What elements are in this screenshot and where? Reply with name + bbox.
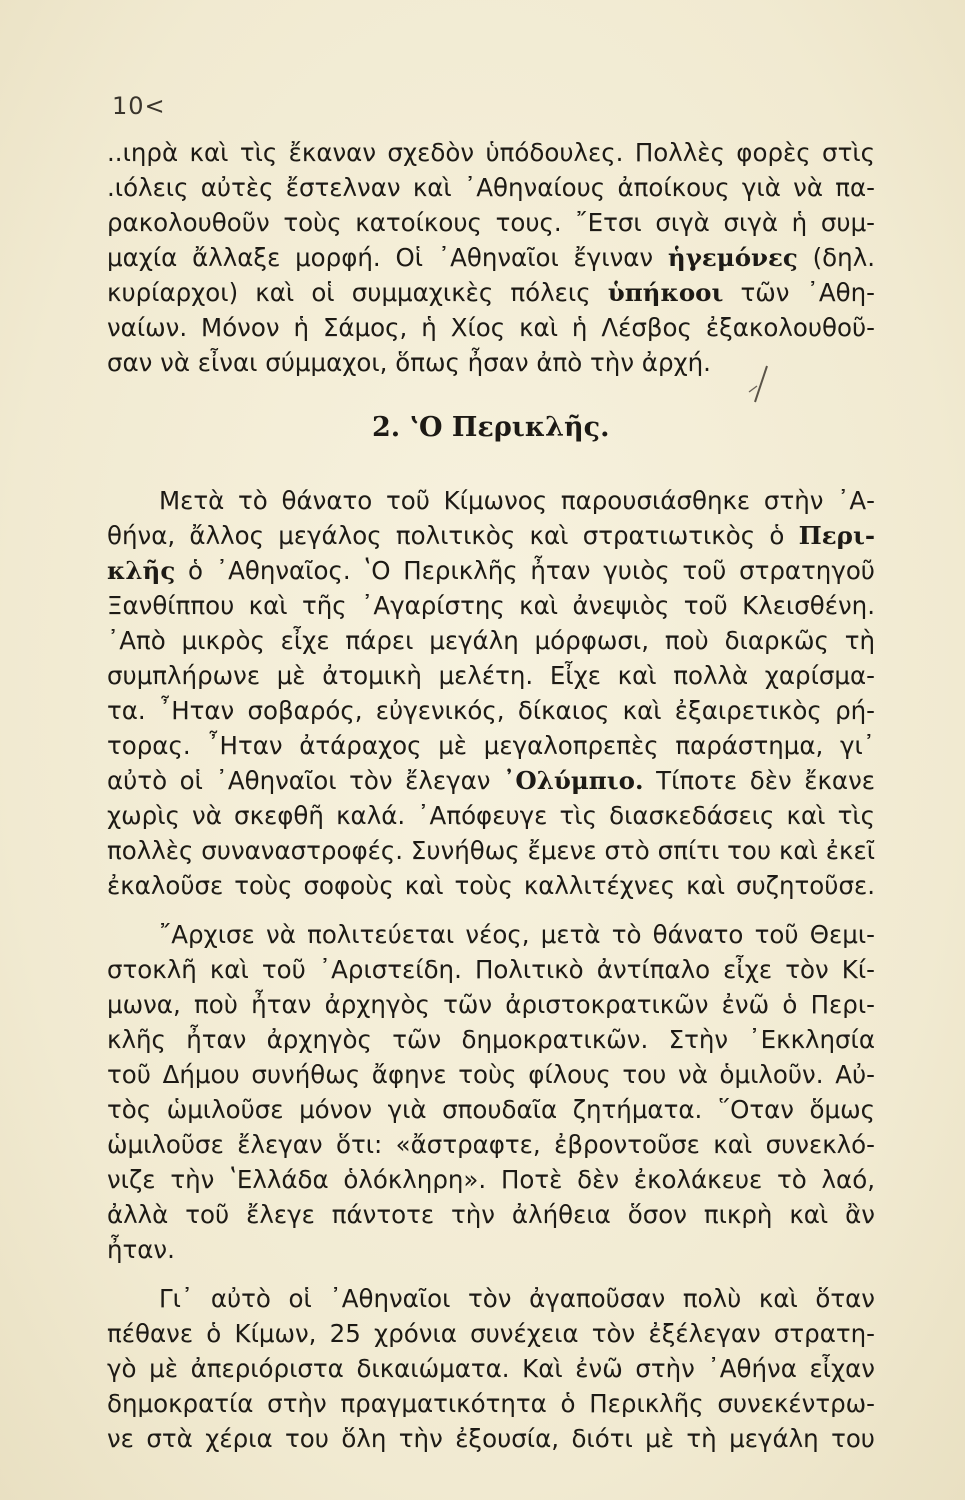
paragraph-4 bbox=[107, 1281, 875, 1456]
paragraph-gap bbox=[107, 903, 875, 917]
text-line: δημοκρατία στὴν πραγματικότητα ὁ Περικλῆς συνεκέντρω- bbox=[107, 1389, 875, 1418]
line-text: μαχία ἄλλαξε μορφή. Οἱ ᾿Αθηναῖοι ἔγιναν bbox=[107, 243, 668, 272]
section-body bbox=[107, 483, 875, 1456]
text-line: γὸ μὲ ἀπεριόριστα δικαιώματα. Καὶ ἐνῶ στὴν ᾿Αθήνα εἶχαν bbox=[107, 1354, 875, 1383]
line-text: (δηλ. bbox=[797, 243, 875, 272]
text-line: ἦταν. bbox=[107, 1235, 175, 1264]
line-text: Τίποτε δὲν ἔκανε bbox=[643, 766, 875, 795]
text-line: ὡμιλοῦσε ἔλεγαν ὅτι: «ἄστραφτε, ἐβροντοῦσε καὶ συνεκλό- bbox=[107, 1130, 875, 1159]
text-line: ναίων. Μόνον ἡ Σάμος, ἡ Χίος καὶ ἡ Λέσβος ἐξακολουθοῦ- bbox=[107, 313, 875, 342]
text-line: ἀλλὰ τοῦ ἔλεγε πάντοτε τὴν ἀλήθεια ὅσον πικρὴ καὶ ἂν bbox=[107, 1200, 875, 1229]
text-line: τὸς ὡμιλοῦσε μόνον γιὰ σπουδαῖα ζητήματα. ῞Οταν ὅμως bbox=[107, 1095, 875, 1124]
text-line: τορας. ῏Ηταν ἀτάραχος μὲ μεγαλοπρεπὲς παράστημα, γι᾿ bbox=[107, 731, 875, 760]
text-line bbox=[107, 275, 875, 310]
section-heading: 2. ʽΟ Περικλῆς. bbox=[372, 412, 610, 443]
text-line bbox=[107, 553, 875, 588]
text-line: .ιόλεις αὐτὲς ἔστελναν καὶ ᾿Αθηναίους ἀποίκους γιὰ νὰ πα- bbox=[107, 173, 875, 202]
line-text: θήνα, ἄλλος μεγάλος πολιτικὸς καὶ στρατιωτικὸς ὁ bbox=[107, 521, 799, 550]
text-line: συμπλήρωνε μὲ ἀτομικὴ μελέτη. Εἶχε καὶ πολλὰ χαρίσμα- bbox=[107, 661, 875, 690]
line-text: τῶν ᾿Αθη- bbox=[723, 278, 875, 307]
text-line: Μετὰ τὸ θάνατο τοῦ Κίμωνος παρουσιάσθηκε στὴν ᾿Α- bbox=[159, 486, 875, 515]
text-line bbox=[107, 763, 875, 798]
text-line: τοῦ Δήμου συνήθως ἄφηνε τοὺς φίλους του νὰ ὁμιλοῦν. Αὐ- bbox=[107, 1060, 875, 1089]
text-line: νιζε τὴν ʽΕλλάδα ὁλόκληρη». Ποτὲ δὲν ἐκολάκευε τὸ λαό, bbox=[107, 1165, 875, 1194]
bold-term: ὑπήκοοι bbox=[607, 278, 724, 307]
text-line bbox=[107, 240, 875, 275]
paragraph-3 bbox=[107, 917, 875, 1267]
text-line: Ξανθίππου καὶ τῆς ᾿Αγαρίστης καὶ ἀνεψιὸς τοῦ Κλεισθένη. bbox=[107, 591, 875, 620]
paragraph-gap bbox=[107, 1267, 875, 1281]
text-line bbox=[107, 518, 875, 553]
text-line: στοκλῆ καὶ τοῦ ᾿Αριστείδη. Πολιτικὸ ἀντίπαλο εἶχε τὸν Κί- bbox=[107, 955, 875, 984]
text-line: κλῆς ἦταν ἀρχηγὸς τῶν δημοκρατικῶν. Στὴν ᾿Εκκλησία bbox=[107, 1025, 875, 1054]
text-line: ρακολουθοῦν τοὺς κατοίκους τους. ῎Ετσι σιγὰ σιγὰ ἡ συμ- bbox=[107, 208, 875, 237]
text-line: ῎Αρχισε νὰ πολιτεύεται νέος, μετὰ τὸ θάνατο τοῦ Θεμι- bbox=[159, 920, 875, 949]
bold-term: κλῆς bbox=[107, 556, 176, 585]
text-line: νε στὰ χέρια του ὅλη τὴν ἐξουσία, διότι μὲ τὴ μεγάλη του bbox=[107, 1424, 875, 1453]
line-text: αὐτὸ οἱ ᾿Αθηναῖοι τὸν ἔλεγαν bbox=[107, 766, 504, 795]
text-line: σαν νὰ εἶναι σύμμαχοι, ὅπως ἦσαν ἀπὸ τὴν ἀρχή. bbox=[107, 348, 711, 377]
line-text: ὁ ᾿Αθηναῖος. ʽΟ Περικλῆς ἦταν γυιὸς τοῦ στρατηγοῦ bbox=[175, 556, 875, 585]
text-line: χωρὶς νὰ σκεφθῆ καλά. ᾿Απόφευγε τὶς διασκεδάσεις καὶ τὶς bbox=[107, 801, 875, 830]
paragraph-2 bbox=[107, 483, 875, 903]
text-line: Γι᾿ αὐτὸ οἱ ᾿Αθηναῖοι τὸν ἀγαποῦσαν πολὺ καὶ ὅταν bbox=[159, 1284, 875, 1313]
text-line: τα. ῏Ηταν σοβαρός, εὐγενικός, δίκαιος καὶ ἐξαιρετικὸς ρή- bbox=[107, 696, 875, 725]
text-line: ᾿Απὸ μικρὸς εἶχε πάρει μεγάλη μόρφωσι, ποὺ διαρκῶς τὴ bbox=[107, 626, 875, 655]
bold-term: ἡγεμόνες bbox=[667, 243, 798, 272]
bold-term: ᾿Ολύμπιο. bbox=[503, 766, 644, 795]
text-line: ..ιηρὰ καὶ τὶς ἔκαναν σχεδὸν ὑπόδουλες. Πολλὲς φορὲς στὶς bbox=[107, 138, 875, 167]
line-text: κυρίαρχοι) καὶ οἱ συμμαχικὲς πόλεις bbox=[107, 278, 608, 307]
pencil-mark-icon bbox=[745, 362, 775, 407]
text-line: μωνα, ποὺ ἦταν ἀρχηγὸς τῶν ἀριστοκρατικῶν ἐνῶ ὁ Περι- bbox=[107, 990, 875, 1019]
text-line: πολλὲς συναναστροφές. Συνήθως ἔμενε στὸ σπίτι του καὶ ἐκεῖ bbox=[107, 836, 875, 865]
page-number: 10< bbox=[112, 92, 166, 120]
text-line: πέθανε ὁ Κίμων, 25 χρόνια συνέχεια τὸν ἐξέλεγαν στρατη- bbox=[107, 1319, 875, 1348]
text-line: ἐκαλοῦσε τοὺς σοφοὺς καὶ τοὺς καλλιτέχνες καὶ συζητοῦσε. bbox=[107, 871, 875, 900]
bold-term: Περι- bbox=[798, 521, 875, 550]
paragraph-1 bbox=[107, 135, 875, 380]
